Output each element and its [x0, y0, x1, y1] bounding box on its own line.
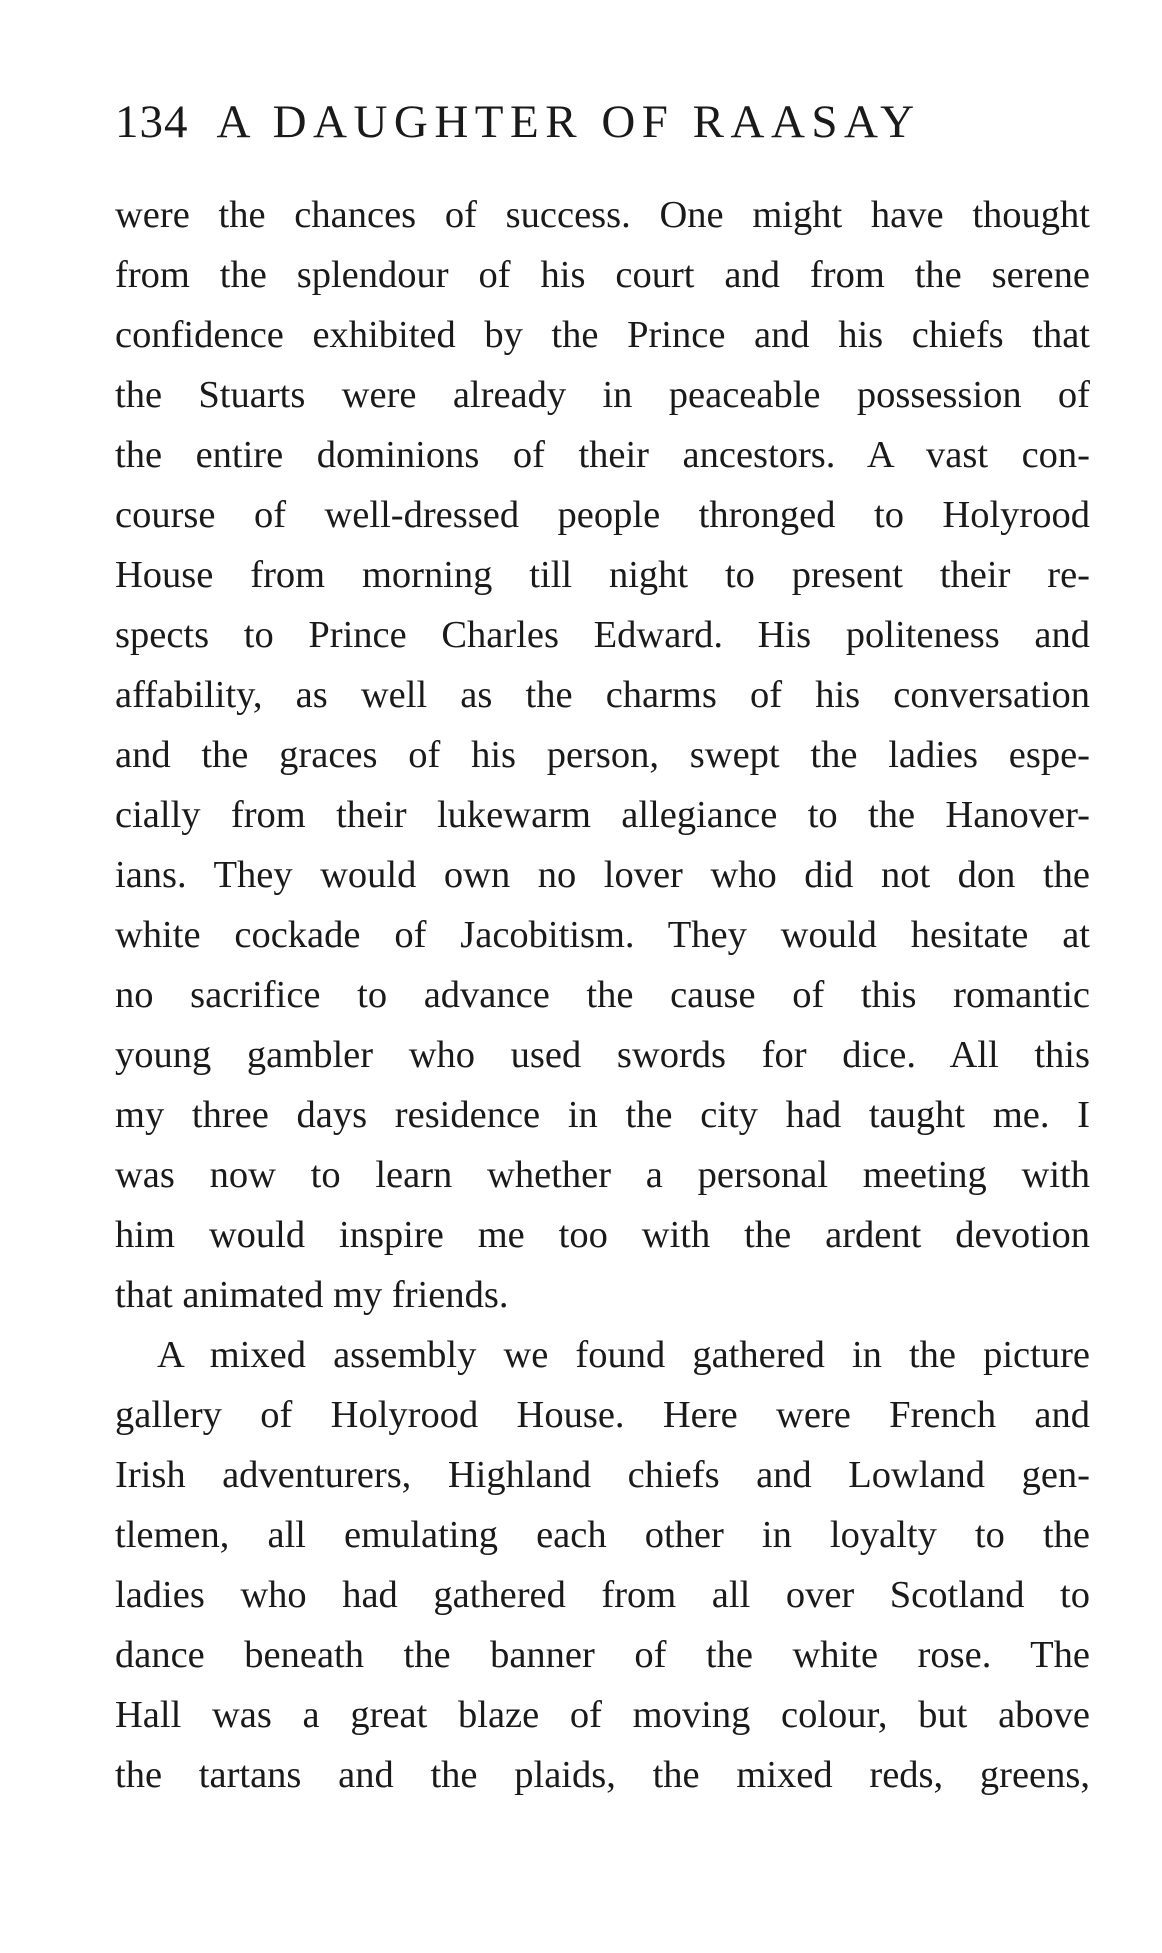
body-text — [115, 185, 1090, 1805]
text-line: confidence exhibited by the Prince and his chiefs that — [115, 314, 1090, 356]
text-line: him would inspire me too with the ardent devotion — [115, 1214, 1090, 1256]
text-line: ians. They would own no lover who did not don the — [115, 854, 1090, 896]
text-line: ladies who had gathered from all over Scotland to — [115, 1574, 1090, 1616]
text-line: the tartans and the plaids, the mixed reds, greens, — [115, 1754, 1090, 1796]
text-line: Hall was a great blaze of moving colour, but above — [115, 1694, 1090, 1736]
text-line: from the splendour of his court and from the serene — [115, 254, 1090, 296]
running-head — [115, 95, 1090, 185]
text-line: course of well-dressed people thronged to Holyrood — [115, 494, 1090, 536]
book-page — [115, 95, 1090, 1805]
text-line: no sacrifice to advance the cause of this romantic — [115, 974, 1090, 1016]
text-line: and the graces of his person, swept the ladies espe- — [115, 734, 1090, 776]
text-line: cially from their lukewarm allegiance to the Hanover- — [115, 794, 1090, 836]
text-line: that animated my friends. — [115, 1274, 509, 1316]
text-line: were the chances of success. One might have thought — [115, 194, 1090, 236]
page-number: 134 — [115, 96, 189, 148]
paragraph-1 — [115, 185, 1090, 1325]
text-line: the Stuarts were already in peaceable possession of — [115, 374, 1090, 416]
text-line: affability, as well as the charms of his conversation — [115, 674, 1090, 716]
text-line: white cockade of Jacobitism. They would hesitate at — [115, 914, 1090, 956]
book-title: A DAUGHTER OF RAASAY — [216, 96, 921, 148]
text-line: Irish adventurers, Highland chiefs and Lowland gen- — [115, 1454, 1090, 1496]
text-line: the entire dominions of their ancestors. A vast con- — [115, 434, 1090, 476]
text-line: spects to Prince Charles Edward. His politeness and — [115, 614, 1090, 656]
text-line: gallery of Holyrood House. Here were French and — [115, 1394, 1090, 1436]
text-line: my three days residence in the city had taught me. I — [115, 1094, 1090, 1136]
text-line: dance beneath the banner of the white rose. The — [115, 1634, 1090, 1676]
text-line: tlemen, all emulating each other in loyalty to the — [115, 1514, 1090, 1556]
text-line: was now to learn whether a personal meeting with — [115, 1154, 1090, 1196]
paragraph-2 — [115, 1325, 1090, 1805]
text-line: House from morning till night to present their re- — [115, 554, 1090, 596]
text-line: young gambler who used swords for dice. All this — [115, 1034, 1090, 1076]
text-line: A mixed assembly we found gathered in the picture — [157, 1334, 1090, 1376]
